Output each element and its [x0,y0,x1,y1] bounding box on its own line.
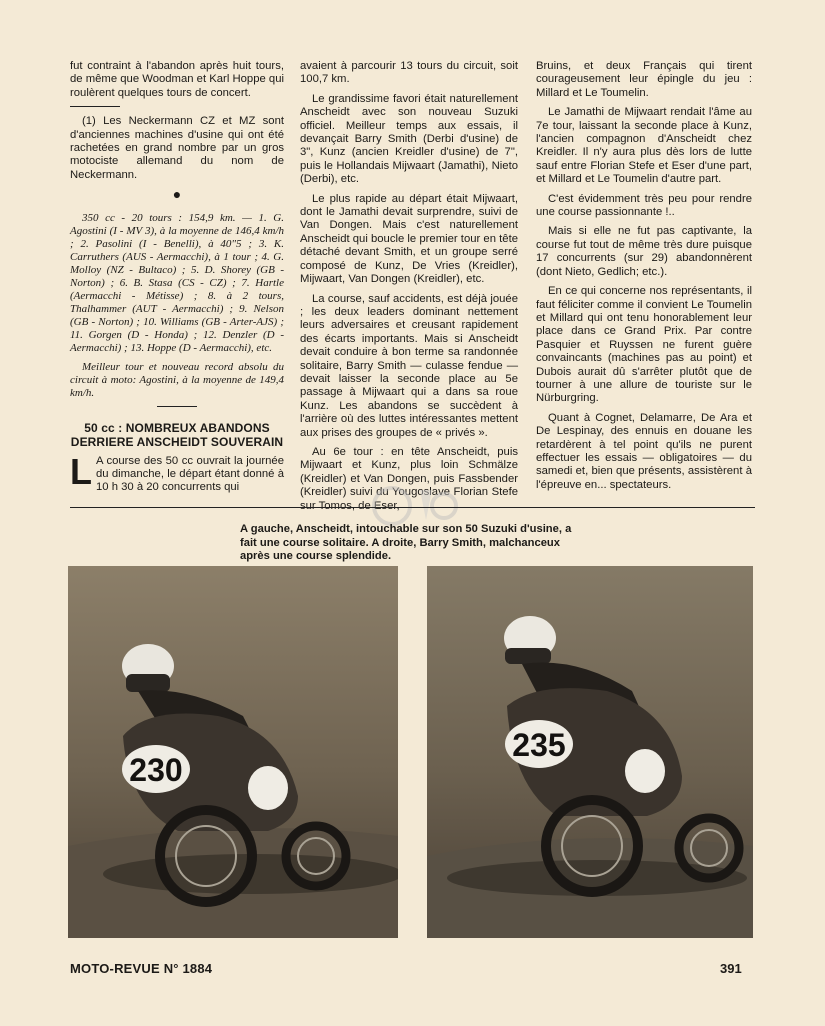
photo-barry-smith [427,566,753,938]
paragraph: Le plus rapide au départ était Mijwaart, dont le Jamathi devait surprendre, suivi de Van Dongen. Mais c'est naturellement Anscheidt qui boucle le premier tour en tête détaché devant Smith, et un groupe serré composé de Kunz, De Vries (Kreidler), Mijwaart, Van Dongen (Kreidler), etc. [300,192,518,286]
paragraph: Quant à Cognet, Delamarre, De Ara et De Lespinay, des ennuis en douane les retardèrent à tel point qu'ils ne purent effectuer les essais — obligatoires — du samedi et, bien que présents, assistèrent à l'épreuve en... spectateurs. [536,411,752,491]
divider-line [157,406,197,407]
photo-caption: A gauche, Anscheidt, intouchable sur son 50 Suzuki d'usine, a fait une course solitaire. A droite, Barry Smith, malchanceux après une course splendide. [240,523,572,562]
footnote: (1) Les Neckermann CZ et MZ sont d'anciennes machines d'usine qui ont été rachetées en grand nombre par un gros motociste allemand du nom de Neckermann. [70,115,284,181]
page-number: 391 [720,961,742,976]
text-column-1 [70,60,284,501]
paragraph: C'est évidemment très peu pour rendre une course passionnante !.. [536,192,752,219]
paragraph: En ce qui concerne nos représentants, il faut féliciter comme il convient Le Toumelin et Millard qui ont tenu honorablement leur place dans ce Grand Prix. Par contre Pasquier et Ruyssen ne furent guère convaincants (machines pas au point) et Dubois aurait dû s'arrêter plutôt que de tourner à une allure de touriste sur le Nürburgring. [536,285,752,405]
magazine-issue: MOTO-REVUE N° 1884 [70,961,213,976]
results-text: 350 cc - 20 tours : 154,9 km. — 1. G. Agostini (I - MV 3), à la moyenne de 146,4 km/h ; 2. Pasolini (I - Benelli), à 40"5 ; 3. K. Carruthers (AUS - Aermacchi), à 1 tour ; 4. G. Molloy (NZ - Bultaco) ; 5. D. Shorey (GB - Norton) ; 6. B. Stasa (CS - CZ) ; 7. Hartle (Aermacchi - Métisse) ; 8. à 2 tours, Thalhammer (AUT - Aermacchi) ; 9. Nelson (GB - Norton) ; 10. Williams (GB - Arter-AJS) ; 11. Gorgen (D - Honda) ; 12. Denzler (D - Aermacchi) ; 13. Hoppe (D - Aermacchi), etc. [70,211,284,354]
text-column-2 [300,60,518,519]
paragraph: La course, sauf accidents, est déjà jouée ; les deux leaders dominant nettement leurs adversaires et creusant rapidement des écarts importants. Mais si Anscheidt devait conduire à bon terme sa randonnée solitaire, Barry Smith — culasse fendue — devait laisser la seconde place au 5e passage à Mijwaart qui a dans sa roue Kunz. Les abandons se succèdent à l'arrière où des luttes intéressantes mettent aux prises des groupes de « privés ». [300,292,518,439]
section-divider [70,507,755,508]
text-column-3 [536,60,752,498]
paragraph: fut contraint à l'abandon après huit tours, de même que Woodman et Karl Hoppe qui roulèrent quelques tours de concert. [70,60,284,99]
race-results-350cc [70,212,284,400]
paragraph: Le grandissime favori était naturellement Anscheidt avec son nouveau Suzuki officiel. Meilleur temps aux essais, il devançait Barry Smith (Derbi d'usine) de 3", Kunz (ancien Kreidler d'usine) de 7", puis le Hollandais Mijwaart (Jamathi), Nieto (Derbi), etc. [300,92,518,186]
section-heading: 50 cc : NOMBREUX ABANDONS DERRIERE ANSCHEIDT SOUVERAIN [70,420,284,449]
paragraph: Mais si elle ne fut pas captivante, la course fut tout de même très dure puisque 17 concurrents (sur 29) abandonnèrent (dont Nieto, Gedlich; etc.). [536,225,752,278]
record-text: Meilleur tour et nouveau record absolu du circuit à moto: Agostini, à la moyenne de 149,4 km/h. [70,360,284,399]
motorcycle-photo-right [427,566,753,938]
paragraph: Le Jamathi de Mijwaart rendait l'âme au 7e tour, laissant la seconde place à Kunz, l'ancien compagnon d'Anscheidt chez Kreidler. Il n'y aura plus dès lors de lutte sauf entre Florian Stefe et Eser d'une part, et Millard et Le Toumelin d'autre part. [536,106,752,186]
drop-cap: L [70,450,92,492]
paragraph: Bruins, et deux Français qui tirent courageusement leur épingle du jeu : Millard et Le Toumelin. [536,60,752,99]
photo-anscheidt [68,566,398,938]
paragraph-lead: L A course des 50 cc ouvrait la journée du dimanche, le départ étant donné à 10 h 30 à 20 concurrents qui [70,450,284,494]
paragraph: avaient à parcourir 13 tours du circuit, soit 100,7 km. [300,60,518,86]
race-number-left: 230 [129,752,183,788]
divider-line [70,106,120,107]
motorcycle-photo-left [68,566,398,938]
watermark-logo [370,480,460,528]
bullet-separator: ● [172,186,182,203]
race-number-right: 235 [512,727,566,763]
paragraph: Au 6e tour : en tête Anscheidt, puis Mijwaart et Kunz, plus loin Schmälze (Kreidler) et Van Dongen, puis Fassbender (Kreidler) suivi du Yougoslave Florian Stefe sur Tomos, de Eser, [300,445,518,512]
